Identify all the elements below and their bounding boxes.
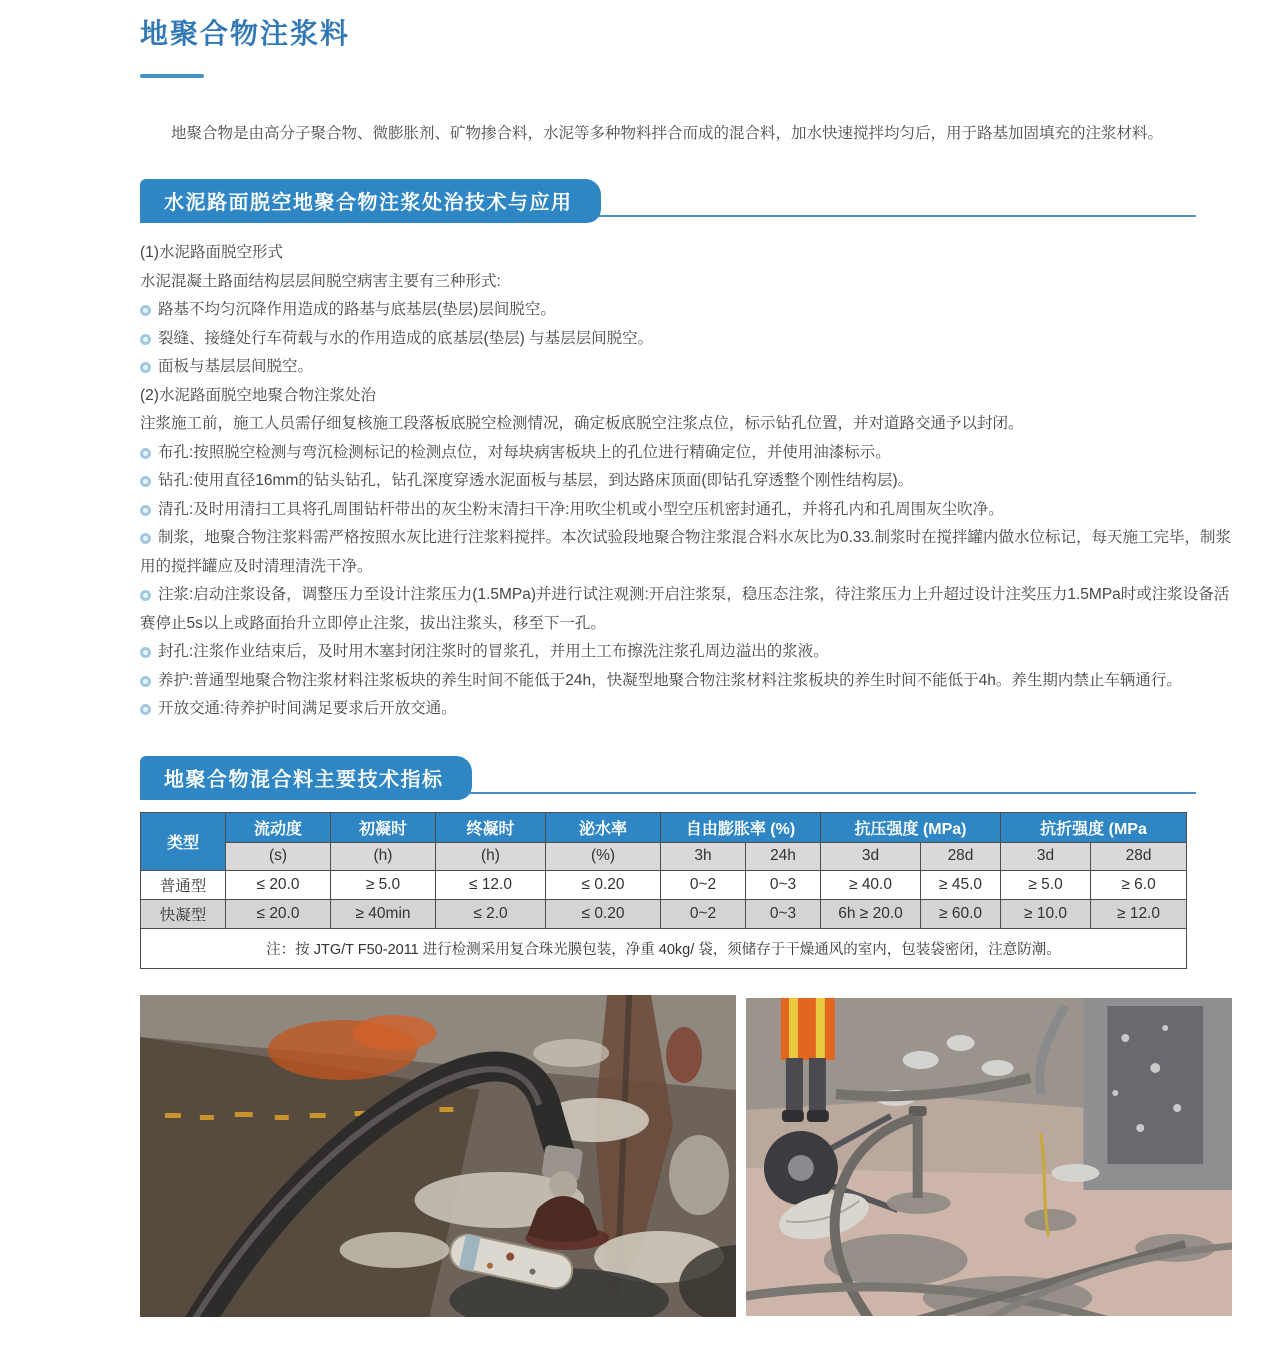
paragraph-text: 制浆，地聚合物注浆料需严格按照水灰比进行注浆料搅拌。本次试验段地聚合物注浆混合料水灰比为0.33.制浆时在搅拌罐内做水位标记，每天施工完毕，制浆用的搅拌罐应及时清理清洗干净。	[140, 529, 1231, 575]
photo-grouting-hole	[140, 995, 736, 1317]
table-subheader-unit: 3d	[1001, 842, 1091, 870]
bullet-item	[140, 325, 1232, 354]
section2-banner: 地聚合物混合料主要技术指标	[140, 756, 472, 800]
table-subheader-unit: 24h	[746, 842, 821, 870]
ring-bullet-icon	[140, 362, 151, 373]
table-cell-value: ≥ 40.0	[821, 870, 921, 899]
paragraph-text: 注浆:启动注浆设备，调整压力至设计注浆压力(1.5MPa)并进行试注观测:开启注浆泵，稳压态注浆，待注浆压力上升超过设计注奖压力1.5MPa时或注浆设备活赛停止5s以上或路面抬升立即停止注浆，拔出注浆头，移至下一孔。	[140, 586, 1230, 632]
photo-row	[140, 995, 1232, 1317]
table-cell-value: 0~3	[746, 899, 821, 928]
ring-bullet-icon	[140, 505, 151, 516]
paragraph-text: 养护:普通型地聚合物注浆材料注浆板块的养生时间不能低于24h，快凝型地聚合物注浆材料注浆板块的养生时间不能低于4h。养生期内禁止车辆通行。	[158, 671, 1182, 689]
table-subheader-unit: 28d	[921, 842, 1001, 870]
bullet-item	[140, 695, 1232, 724]
bullet-item	[140, 439, 1232, 468]
table-header-group: 抗压强度 (MPa)	[821, 812, 1001, 842]
table-note: 注：按 JTG/T F50-2011 进行检测采用复合珠光膜包装，净重 40kg/ 袋，须储存于干燥通风的室内，包装袋密闭，注意防潮。	[141, 928, 1187, 968]
table-subheader-unit: (%)	[546, 842, 661, 870]
ring-bullet-icon	[140, 533, 151, 544]
section1-content	[140, 239, 1232, 724]
table-subheader-unit: (s)	[226, 842, 331, 870]
bullet-item	[140, 496, 1232, 525]
paragraph-text: 水泥混凝土路面结构层层间脱空病害主要有三种形式:	[140, 272, 501, 290]
page-title: 地聚合物注浆料	[140, 18, 351, 49]
table-cell-value: ≤ 12.0	[436, 870, 546, 899]
table-cell-value: 0~2	[661, 870, 746, 899]
ring-bullet-icon	[140, 476, 151, 487]
table-header-group: 抗折强度 (MPa	[1001, 812, 1187, 842]
table-cell-value: ≥ 6.0	[1091, 870, 1187, 899]
table-cell-value: ≤ 0.20	[546, 870, 661, 899]
bullet-item	[140, 638, 1232, 667]
photo-grouting-hole-illustration	[140, 995, 736, 1317]
table-row	[141, 870, 1187, 899]
table-cell-value: 0~2	[661, 899, 746, 928]
table-cell-value: ≤ 0.20	[546, 899, 661, 928]
table-cell-value: ≥ 5.0	[331, 870, 436, 899]
paragraph-text: (2)水泥路面脱空地聚合物注浆处治	[140, 386, 376, 404]
table-cell-value: ≥ 5.0	[1001, 870, 1091, 899]
table-header-group: 自由膨胀率 (%)	[661, 812, 821, 842]
table-cell-type: 普通型	[141, 870, 226, 899]
table-subheader-unit: 3d	[821, 842, 921, 870]
table-cell-value: ≥ 45.0	[921, 870, 1001, 899]
photo-grouting-site-illustration	[746, 998, 1232, 1316]
bullet-item	[140, 524, 1232, 581]
ring-bullet-icon	[140, 676, 151, 687]
bullet-item	[140, 296, 1232, 325]
table-subheader-unit: 3h	[661, 842, 746, 870]
section2-banner-row	[140, 756, 1232, 796]
table-header-group: 终凝时	[436, 812, 546, 842]
paragraph-text: 注浆施工前，施工人员需仔细复核施工段落板底脱空检测情况，确定板底脱空注浆点位，标示钻孔位置，并对道路交通予以封闭。	[140, 415, 1024, 432]
paragraph-text: 裂缝、接缝处行车荷载与水的作用造成的底基层(垫层) 与基层层间脱空。	[158, 329, 654, 347]
paragraph-text: 开放交通:待养护时间满足要求后开放交通。	[158, 700, 457, 717]
table-cell-value: ≥ 12.0	[1091, 899, 1187, 928]
paragraph	[140, 410, 1232, 439]
paragraph-text: 清孔:及时用清扫工具将孔周围钻杆带出的灰尘粉末清扫干净:用吹尘机或小型空压机密封通孔，并将孔内和孔周围灰尘吹净。	[158, 500, 1004, 518]
table-subheader-unit: 28d	[1091, 842, 1187, 870]
table-cell-value: 0~3	[746, 870, 821, 899]
bullet-item	[140, 667, 1232, 696]
paragraph-text: 封孔:注浆作业结束后，及时用木塞封闭注浆时的冒浆孔，并用土工布擦洗注浆孔周边溢出的浆液。	[158, 643, 829, 660]
table-header-group: 流动度	[226, 812, 331, 842]
intro-paragraph: 地聚合物是由高分子聚合物、微膨胀剂、矿物掺合料，水泥等多种物料拌合而成的混合料，加水快速搅拌均匀后，用于路基加固填充的注浆材料。	[171, 125, 1164, 142]
table-cell-value: ≥ 60.0	[921, 899, 1001, 928]
paragraph	[140, 382, 1232, 411]
paragraph	[140, 239, 1232, 268]
technical-spec-table	[140, 812, 1187, 969]
bullet-item	[140, 353, 1232, 382]
table-cell-value: 6h ≥ 20.0	[821, 899, 921, 928]
paragraph-text: (1)水泥路面脱空形式	[140, 244, 283, 261]
table-cell-value: ≤ 2.0	[436, 899, 546, 928]
table-subheader-unit: (h)	[436, 842, 546, 870]
paragraph	[140, 268, 1232, 297]
ring-bullet-icon	[140, 448, 151, 459]
table-header-group: 初凝时	[331, 812, 436, 842]
title-underline	[140, 74, 204, 78]
table-cell-type: 快凝型	[141, 899, 226, 928]
table-subheader-unit: (h)	[331, 842, 436, 870]
table-row	[141, 899, 1187, 928]
paragraph-text: 布孔:按照脱空检测与弯沉检测标记的检测点位，对每块病害板块上的孔位进行精确定位，并使用油漆标示。	[158, 443, 891, 461]
table-cell-value: ≤ 20.0	[226, 870, 331, 899]
ring-bullet-icon	[140, 334, 151, 345]
paragraph-text: 面板与基层层间脱空。	[158, 358, 314, 375]
table-cell-value: ≥ 40min	[331, 899, 436, 928]
table-header-type: 类型	[141, 812, 226, 870]
paragraph-text: 钻孔:使用直径16mm的钻头钻孔，钻孔深度穿透水泥面板与基层，到达路床顶面(即钻孔穿透整个刚性结构层)。	[158, 472, 914, 489]
ring-bullet-icon	[140, 590, 151, 601]
bullet-item	[140, 467, 1232, 496]
photo-grouting-site	[746, 998, 1232, 1316]
table-cell-value: ≥ 10.0	[1001, 899, 1091, 928]
section1-banner: 水泥路面脱空地聚合物注浆处治技术与应用	[140, 179, 601, 223]
ring-bullet-icon	[140, 647, 151, 658]
paragraph-text: 路基不均匀沉降作用造成的路基与底基层(垫层)层间脱空。	[158, 301, 556, 318]
ring-bullet-icon	[140, 305, 151, 316]
table-cell-value: ≤ 20.0	[226, 899, 331, 928]
section1-banner-row	[140, 179, 1232, 219]
bullet-item	[140, 581, 1232, 638]
ring-bullet-icon	[140, 704, 151, 715]
table-header-group: 泌水率	[546, 812, 661, 842]
